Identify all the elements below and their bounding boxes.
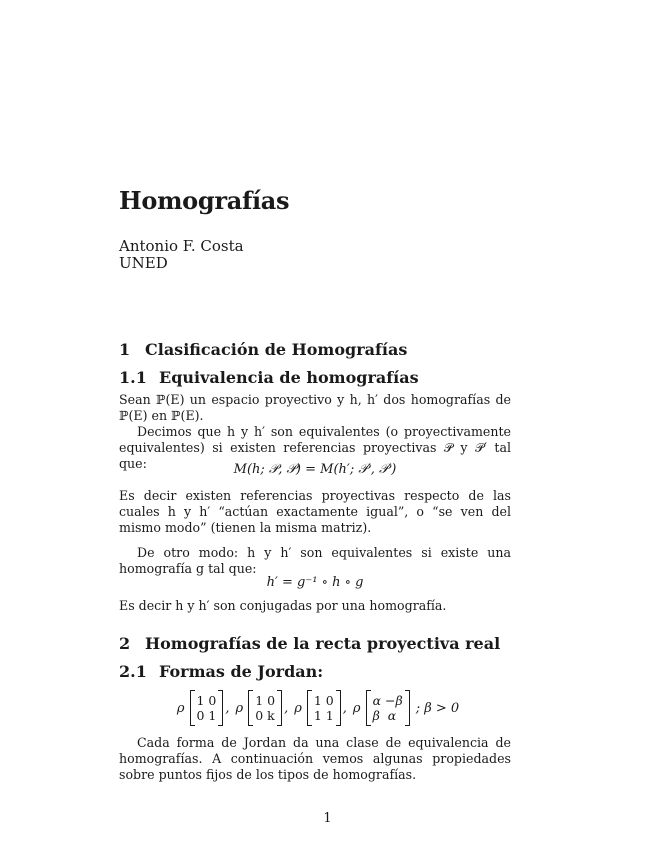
section-number: 2 (119, 634, 131, 653)
subsection-number: 2.1 (119, 662, 147, 681)
rho-symbol: ρ (352, 700, 361, 716)
matrix (190, 690, 224, 726)
page-number: 1 (323, 811, 332, 826)
separator: , (225, 700, 230, 716)
condition: ; β > 0 (415, 700, 460, 716)
right-bracket (277, 690, 282, 726)
matrix-row: 1 1 (313, 708, 334, 723)
rho-symbol: ρ (176, 700, 185, 716)
author-affiliation: UNED (119, 254, 168, 272)
matrix-row: β α (372, 708, 397, 723)
subsection-heading-2-1 (119, 662, 323, 682)
rho-symbol: ρ (294, 700, 302, 716)
paragraph: Cada forma de Jordan da una clase de equivalencia de homografías. A continuación vemos algunas propiedades sobre puntos fijos de los tipos de homografías. (119, 735, 511, 782)
matrix-row: 0 1 (196, 708, 217, 723)
author-block (119, 238, 244, 272)
equation: M(h; 𝒫, 𝒫) = M(h′; 𝒫′, 𝒫′) (233, 462, 397, 477)
subsection-heading-1-1 (119, 368, 419, 388)
paragraph: De otro modo: h y h′ son equivalentes si existe una homografía g tal que: (119, 545, 511, 576)
section-heading-1 (119, 340, 407, 360)
right-bracket (405, 690, 410, 726)
section-title: Clasificación de Homografías (145, 340, 408, 359)
subsection-number: 1.1 (119, 368, 147, 387)
matrix (248, 690, 282, 726)
matrix-row: 1 0 (255, 693, 276, 708)
rho-symbol: ρ (235, 700, 244, 716)
subsection-title: Equivalencia de homografías (159, 368, 419, 387)
section-title: Homografías de la recta proyectiva real (145, 634, 501, 653)
matrix-row: 0 k (255, 708, 275, 723)
paragraph: Sean ℙ(E) un espacio proyectivo y h, h′ dos homografías de ℙ(E) en ℙ(E). (119, 392, 511, 423)
jordan-forms-equation (119, 688, 511, 728)
separator: , (342, 700, 347, 716)
section-heading-2 (119, 634, 500, 654)
right-bracket (218, 690, 223, 726)
paragraph: Es decir h y h′ son conjugadas por una homografía. (119, 598, 447, 613)
paragraph: Es decir existen referencias proyectivas respecto de las cuales h y h′ “actúan exactamente igual”, o “se ven del mismo modo” (tienen la misma matriz). (119, 488, 511, 535)
document-title: Homografías (119, 186, 290, 215)
matrix-row: 1 0 (196, 693, 217, 708)
paragraph: Decimos que h y h′ son equivalentes (o proyectivamente equivalentes) si existen referencias proyectivas 𝒫 y 𝒫′ tal que: (119, 424, 511, 471)
right-bracket (336, 690, 341, 726)
subsection-title: Formas de Jordan: (159, 662, 324, 681)
separator: , (284, 700, 289, 716)
matrix-row: α −β (372, 693, 403, 708)
author-name: Antonio F. Costa (119, 237, 244, 255)
section-number: 1 (119, 340, 131, 359)
matrix-row: 1 0 (313, 693, 334, 708)
matrix (366, 690, 410, 726)
equation: h′ = g⁻¹ ∘ h ∘ g (266, 575, 364, 590)
matrix (307, 690, 341, 726)
